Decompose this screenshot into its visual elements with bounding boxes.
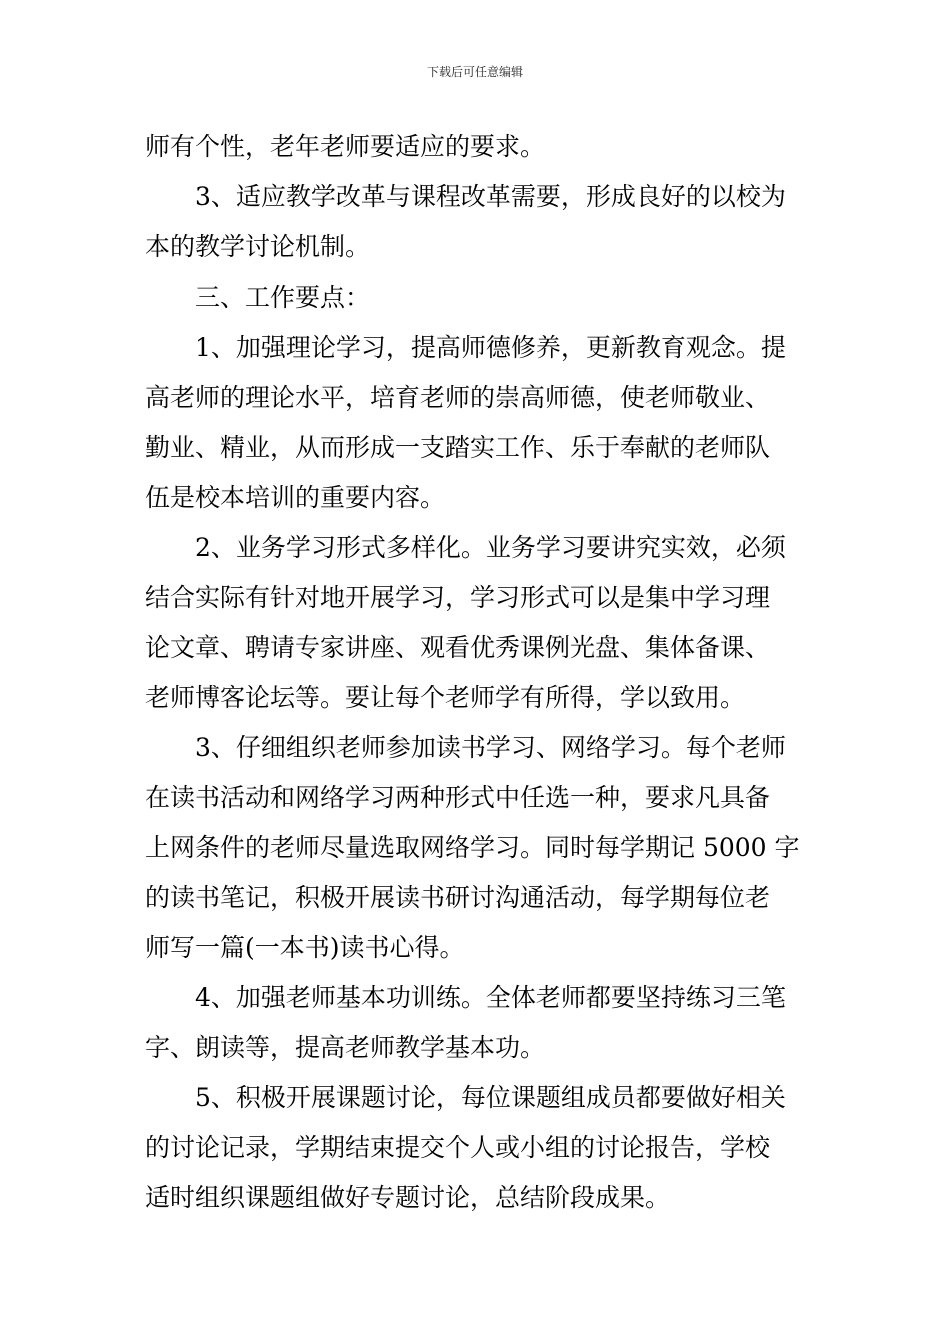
text-line: 4、加强老师基本功训练。全体老师都要坚持练习三笔 [195,983,786,1012]
text-line: 高老师的理论水平，培育老师的崇高师德，使老师敬业、 [145,383,771,412]
text-line: 适时组织课题组做好专题讨论，总结阶段成果。 [145,1183,671,1212]
text-line: 师有个性，老年老师要适应的要求。 [145,132,546,161]
text-line: 老师博客论坛等。要让每个老师学有所得，学以致用。 [145,683,746,712]
text-line: 的读书笔记，积极开展读书研讨沟通活动，每学期每位老 [145,883,771,912]
text-line: 伍是校本培训的重要内容。 [145,483,446,512]
text-line: 师写一篇(一本书)读书心得。 [145,933,465,962]
text-line: 3、适应教学改革与课程改革需要，形成良好的以校为 [195,182,786,211]
text-line: 结合实际有针对地开展学习，学习形式可以是集中学习理 [145,583,771,612]
text-line: 5、积极开展课题讨论，每位课题组成员都要做好相关 [195,1083,786,1112]
text-line: 论文章、聘请专家讲座、观看优秀课例光盘、集体备课、 [145,633,771,662]
text-line: 字、朗读等，提高老师教学基本功。 [145,1033,546,1062]
text-line: 的讨论记录，学期结束提交个人或小组的讨论报告，学校 [145,1133,771,1162]
section-heading: 三、工作要点： [195,283,371,312]
text-line: 1、加强理论学习，提高师德修养，更新教育观念。提 [195,333,786,362]
text-line: 2、业务学习形式多样化。业务学习要讲究实效，必须 [195,533,786,562]
text-line: 勤业、精业，从而形成一支踏实工作、乐于奉献的老师队 [145,433,771,462]
text-line: 本的教学讨论机制。 [145,232,371,261]
text-line: 在读书活动和网络学习两种形式中任选一种，要求凡具备 [145,783,771,812]
text-line: 3、仔细组织老师参加读书学习、网络学习。每个老师 [195,733,786,762]
page-header: 下载后可任意编辑 [426,65,523,79]
text-line: 上网条件的老师尽量选取网络学习。同时每学期记 5000 字 [145,833,800,862]
